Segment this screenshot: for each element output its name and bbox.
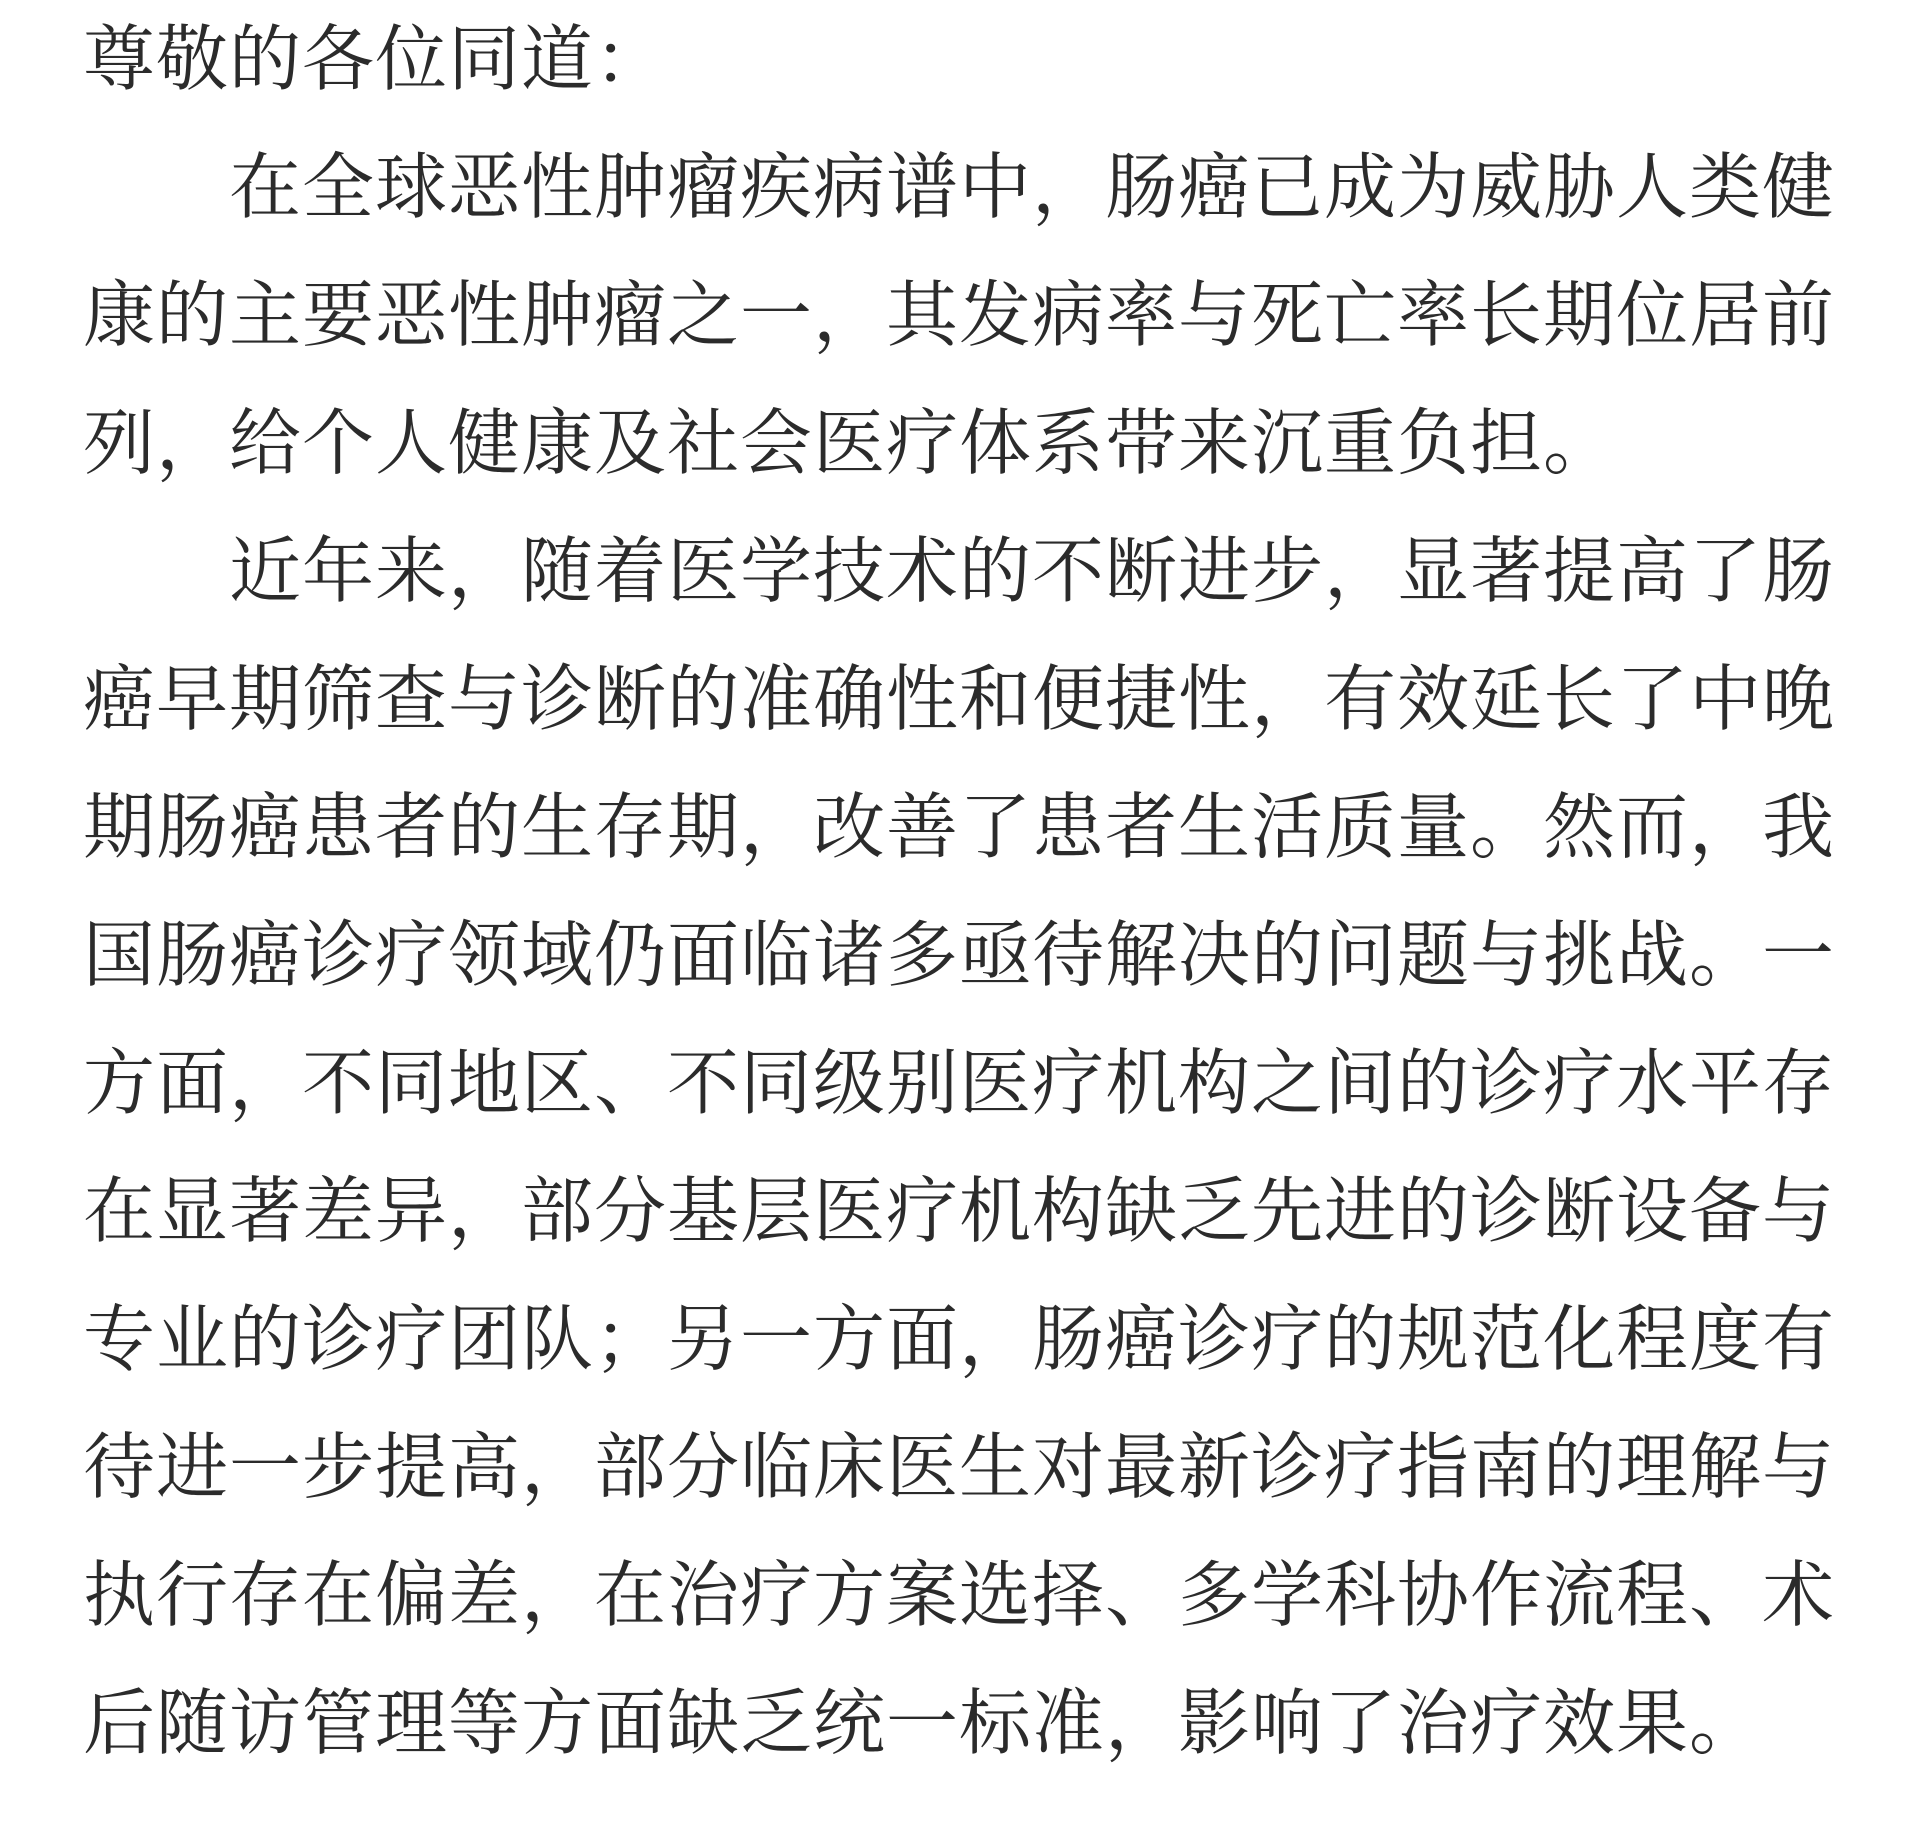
paragraph-line: 执行存在偏差，在治疗方案选择、多学科协作流程、术 <box>83 1553 1836 1637</box>
paragraph-line: 列，给个人健康及社会医疗体系带来沉重负担。 <box>83 401 1617 485</box>
paragraph-line: 期肠癌患者的生存期，改善了患者生活质量。然而，我 <box>83 785 1836 869</box>
salutation: 尊敬的各位同道： <box>83 17 668 101</box>
paragraph-line: 在全球恶性肿瘤疾病谱中，肠癌已成为威胁人类健 <box>229 145 1836 229</box>
paragraph-line: 康的主要恶性肿瘤之一，其发病率与死亡率长期位居前 <box>83 273 1836 357</box>
document-body <box>83 0 1843 1787</box>
paragraph-2 <box>83 507 1843 1787</box>
paragraph-1 <box>83 123 1843 507</box>
paragraph-line: 专业的诊疗团队；另一方面，肠癌诊疗的规范化程度有 <box>83 1297 1836 1381</box>
paragraph-line: 近年来，随着医学技术的不断进步，显著提高了肠 <box>229 529 1836 613</box>
paragraph-line: 方面，不同地区、不同级别医疗机构之间的诊疗水平存 <box>83 1041 1836 1125</box>
paragraph-line: 在显著差异，部分基层医疗机构缺乏先进的诊断设备与 <box>83 1169 1836 1253</box>
paragraph-line: 后随访管理等方面缺乏统一标准，影响了治疗效果。 <box>83 1681 1763 1765</box>
paragraph-line: 癌早期筛查与诊断的准确性和便捷性，有效延长了中晚 <box>83 657 1836 741</box>
paragraph-line: 待进一步提高，部分临床医生对最新诊疗指南的理解与 <box>83 1425 1836 1509</box>
paragraph-line: 国肠癌诊疗领域仍面临诸多亟待解决的问题与挑战。一 <box>83 913 1836 997</box>
